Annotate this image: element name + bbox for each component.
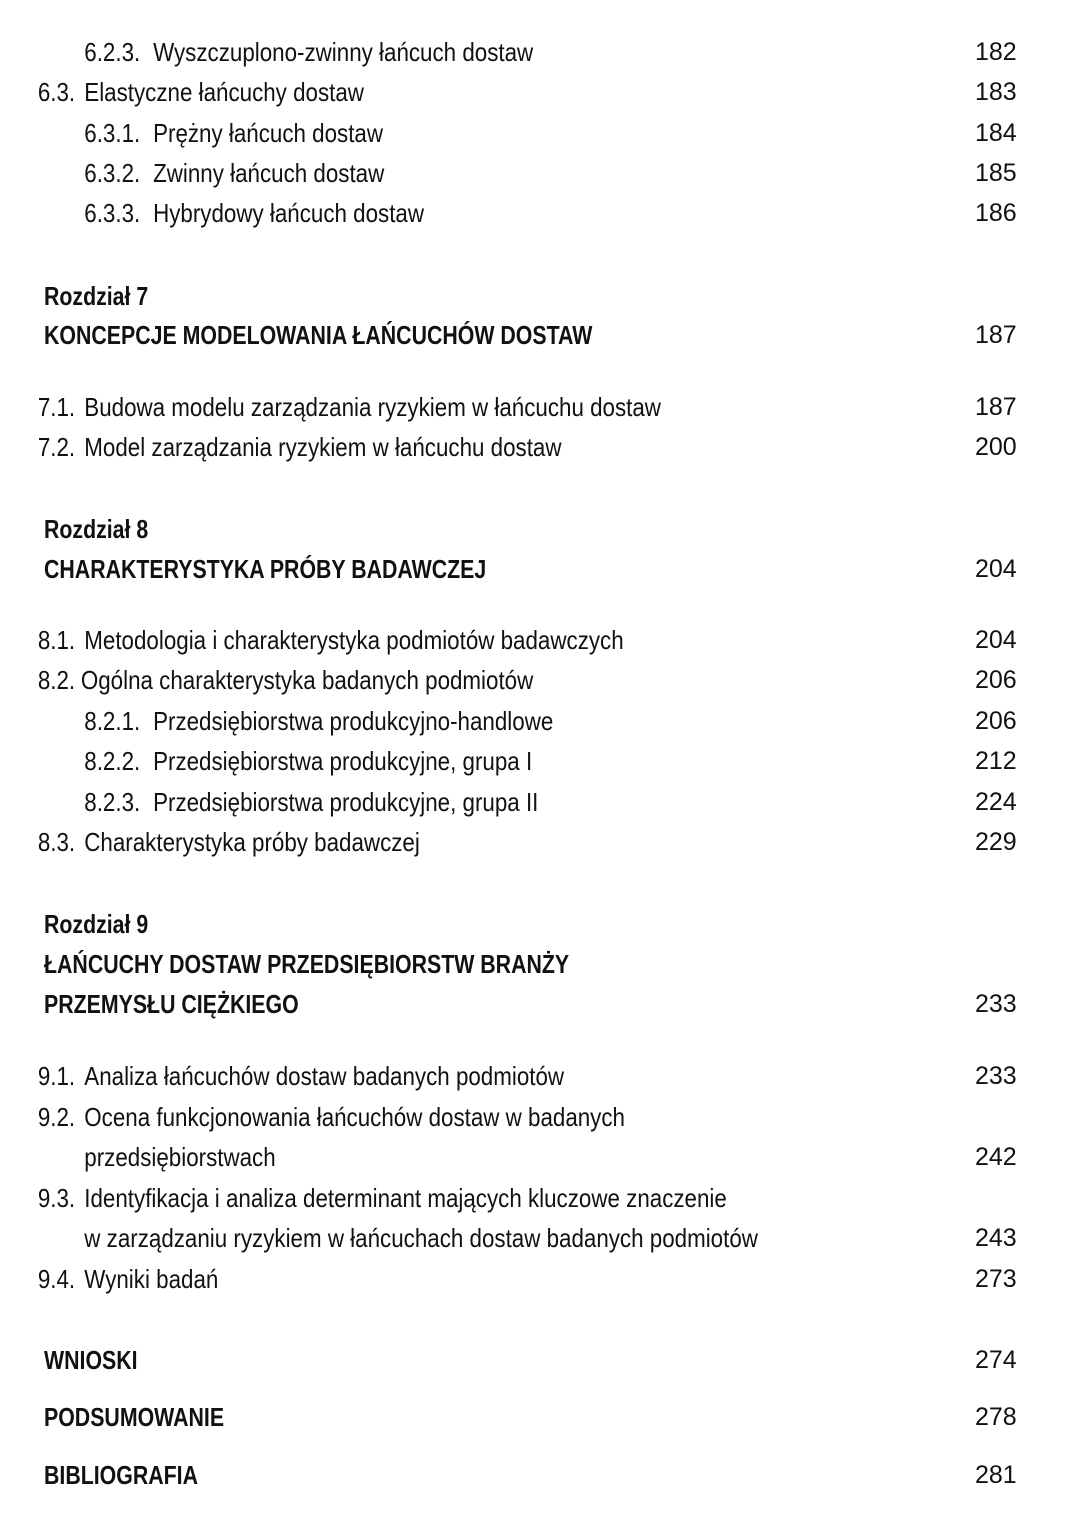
section-title: Hybrydowy łańcuch dostaw xyxy=(153,198,425,228)
section-title: Elastyczne łańcuchy dostaw xyxy=(84,77,364,107)
toc-entry-continuation xyxy=(0,1218,937,1258)
end-matter-title: BIBLIOGRAFIA xyxy=(44,1460,198,1490)
section-number: 9.1. xyxy=(37,1061,76,1091)
page-number: 274 xyxy=(975,1346,1017,1374)
toc-entry xyxy=(0,153,937,193)
section-number: 9.2. xyxy=(37,1102,76,1132)
page-number: 183 xyxy=(975,78,1017,106)
end-matter-title: PODSUMOWANIE xyxy=(44,1402,225,1432)
page-number: 233 xyxy=(975,1062,1017,1090)
toc-entry xyxy=(0,387,937,427)
section-title: Ocena funkcjonowania łańcuchów dostaw w badanych xyxy=(84,1102,625,1132)
page-number: 278 xyxy=(975,1403,1017,1431)
section-title: Budowa modelu zarządzania ryzykiem w łańcuchu dostaw xyxy=(84,392,661,422)
section-number: 6.3.3. xyxy=(84,198,141,228)
toc-entry xyxy=(0,1178,937,1218)
chapter-page-number: 233 xyxy=(975,990,1017,1018)
section-title: Zwinny łańcuch dostaw xyxy=(153,158,385,188)
section-title: Ogólna charakterystyka badanych podmiotów xyxy=(80,665,534,695)
section-title: Wyniki badań xyxy=(84,1264,219,1294)
chapter-title: CHARAKTERYSTYKA PRÓBY BADAWCZEJ xyxy=(44,554,487,584)
toc-entry xyxy=(0,32,937,72)
section-title: Przedsiębiorstwa produkcyjne, grupa I xyxy=(153,746,533,776)
section-number: 8.2.3. xyxy=(84,787,141,817)
toc-entry xyxy=(0,782,937,822)
toc-entry xyxy=(0,1259,937,1299)
section-title: Model zarządzania ryzykiem w łańcuchu dostaw xyxy=(84,432,562,462)
section-title: Analiza łańcuchów dostaw badanych podmiotów xyxy=(84,1061,565,1091)
section-number: 7.1. xyxy=(37,392,76,422)
toc-entry xyxy=(0,1097,937,1137)
page-number: 212 xyxy=(975,747,1017,775)
section-title: Metodologia i charakterystyka podmiotów badawczych xyxy=(84,625,624,655)
chapter-page-number: 187 xyxy=(975,321,1017,349)
end-matter-title: WNIOSKI xyxy=(44,1345,138,1375)
section-number: 6.2.3. xyxy=(84,37,141,67)
page-number: 206 xyxy=(975,707,1017,735)
chapter-title-line1: ŁAŃCUCHY DOSTAW PRZEDSIĘBIORSTW BRANŻY xyxy=(44,949,570,979)
page-number: 204 xyxy=(975,626,1017,654)
page-number: 242 xyxy=(975,1143,1017,1171)
toc-entry xyxy=(0,193,937,233)
page-number: 187 xyxy=(975,393,1017,421)
section-title-continued: przedsiębiorstwach xyxy=(84,1142,276,1172)
section-number: 8.3. xyxy=(37,827,76,857)
chapter-label: Rozdział 7 xyxy=(44,281,149,311)
chapter-title-line2: PRZEMYSŁU CIĘŻKIEGO xyxy=(44,989,299,1019)
section-title: Wyszczuplono-zwinny łańcuch dostaw xyxy=(153,37,534,67)
section-title: Charakterystyka próby badawczej xyxy=(84,827,420,857)
section-number: 6.3. xyxy=(37,77,76,107)
page-number: 273 xyxy=(975,1265,1017,1293)
toc-entry xyxy=(0,822,937,862)
page-number: 281 xyxy=(975,1461,1017,1489)
toc-entry xyxy=(0,620,937,660)
page-number: 184 xyxy=(975,119,1017,147)
toc-entry xyxy=(0,113,937,153)
page-number: 224 xyxy=(975,788,1017,816)
section-number: 6.3.2. xyxy=(84,158,141,188)
page-number: 186 xyxy=(975,199,1017,227)
toc-entry xyxy=(0,427,937,467)
page-number: 200 xyxy=(975,433,1017,461)
toc-entry xyxy=(0,741,937,781)
section-number: 9.4. xyxy=(37,1264,76,1294)
page-number: 185 xyxy=(975,159,1017,187)
page-number: 206 xyxy=(975,666,1017,694)
section-number: 8.1. xyxy=(37,625,76,655)
section-title-continued: w zarządzaniu ryzykiem w łańcuchach dostaw badanych podmiotów xyxy=(84,1223,758,1253)
section-title: Przedsiębiorstwa produkcyjno-handlowe xyxy=(153,706,554,736)
page-number: 229 xyxy=(975,828,1017,856)
section-number: 8.2.2. xyxy=(84,746,141,776)
chapter-page-number: 204 xyxy=(975,555,1017,583)
section-title: Prężny łańcuch dostaw xyxy=(153,118,384,148)
section-number: 8.2. xyxy=(37,665,76,695)
chapter-title: KONCEPCJE MODELOWANIA ŁAŃCUCHÓW DOSTAW xyxy=(44,320,593,350)
toc-entry xyxy=(0,701,937,741)
chapter-label: Rozdział 9 xyxy=(44,909,149,939)
toc-entry-continuation xyxy=(0,1137,937,1177)
chapter-label: Rozdział 8 xyxy=(44,514,149,544)
section-title: Identyfikacja i analiza determinant mających kluczowe znaczenie xyxy=(84,1183,727,1213)
toc-entry xyxy=(0,72,937,112)
page-number: 243 xyxy=(975,1224,1017,1252)
section-number: 8.2.1. xyxy=(84,706,141,736)
section-title: Przedsiębiorstwa produkcyjne, grupa II xyxy=(153,787,539,817)
section-number: 7.2. xyxy=(37,432,76,462)
section-number: 6.3.1. xyxy=(84,118,141,148)
toc-entry xyxy=(0,660,937,700)
toc-entry xyxy=(0,1056,937,1096)
section-number: 9.3. xyxy=(37,1183,76,1213)
page-number: 182 xyxy=(975,38,1017,66)
